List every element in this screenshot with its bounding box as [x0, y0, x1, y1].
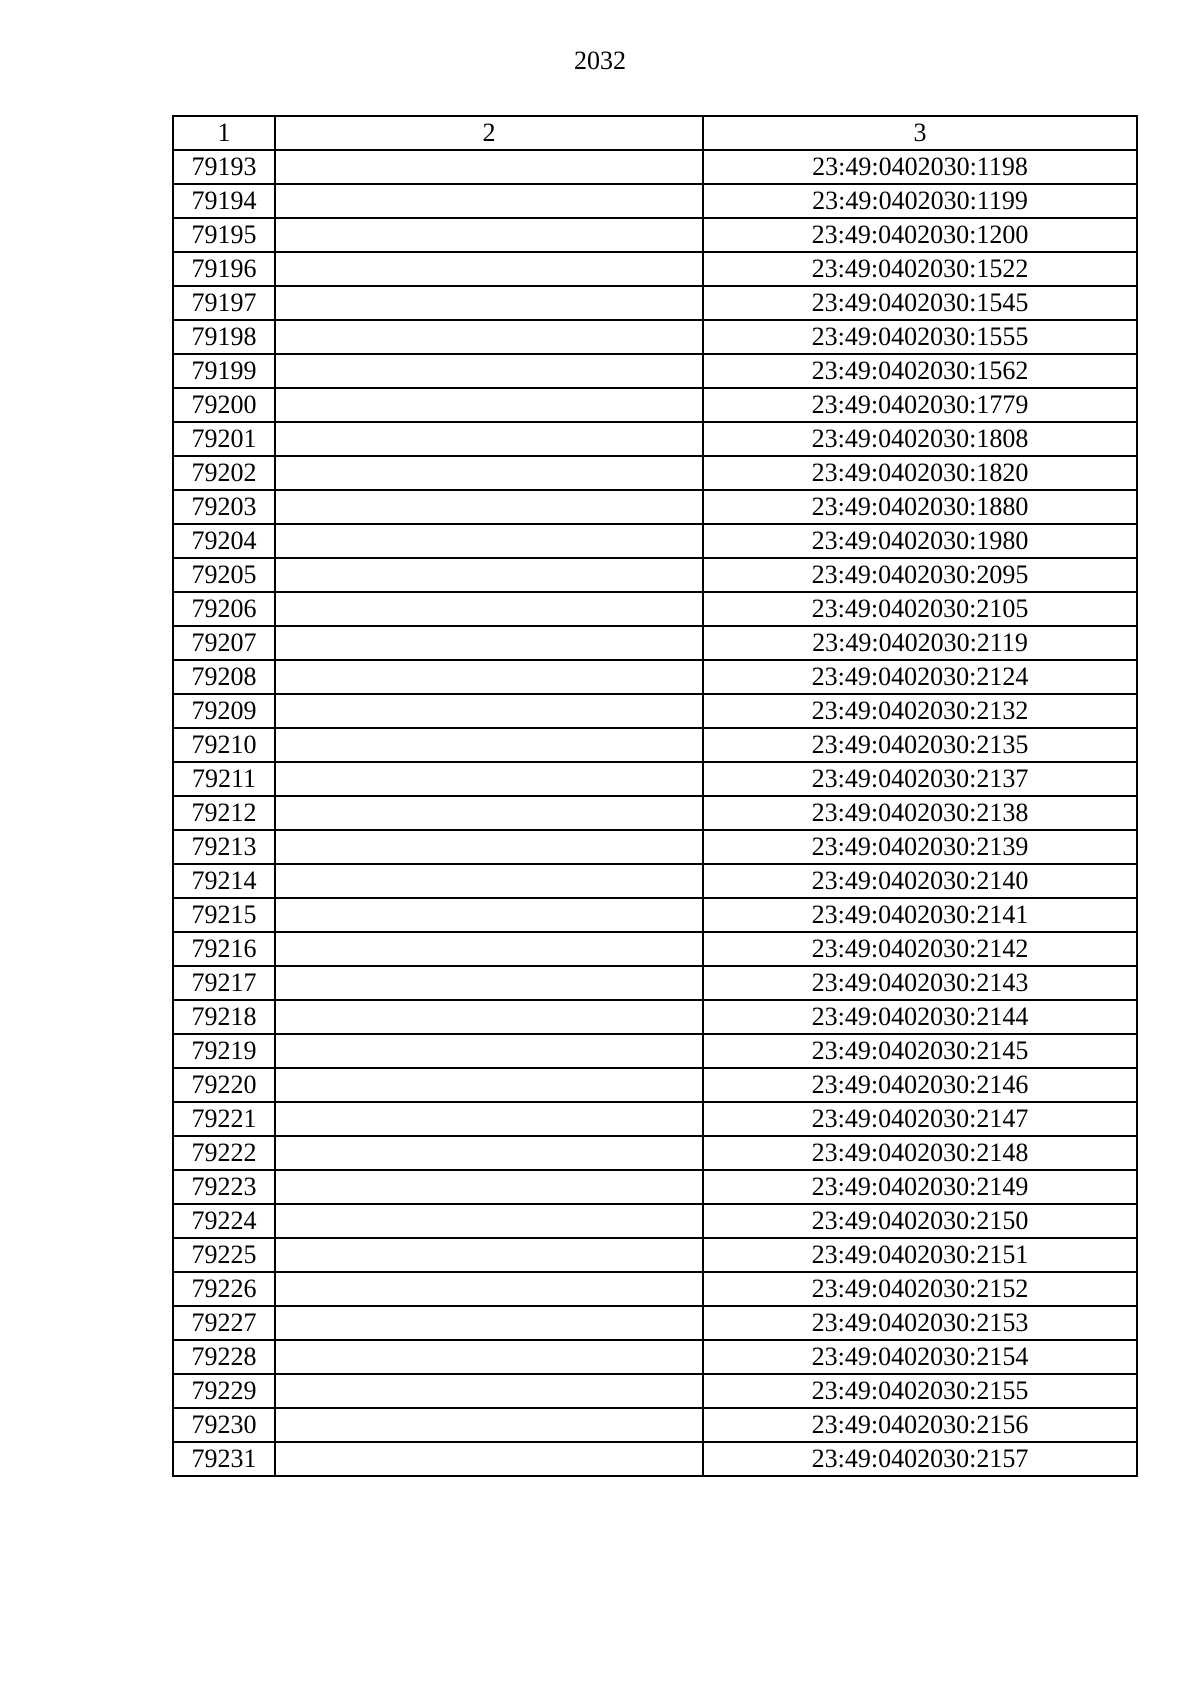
row-number-cell: 79200 [173, 388, 275, 422]
row-name-cell [275, 1000, 703, 1034]
table-row [173, 864, 1137, 898]
table-row [173, 966, 1137, 1000]
cadastral-number-cell: 23:49:0402030:2157 [703, 1442, 1137, 1476]
table-row [173, 524, 1137, 558]
cadastral-number-cell: 23:49:0402030:1200 [703, 218, 1137, 252]
row-name-cell [275, 830, 703, 864]
table-row [173, 1306, 1137, 1340]
table-row [173, 286, 1137, 320]
row-number-cell: 79213 [173, 830, 275, 864]
row-name-cell [275, 524, 703, 558]
row-number-cell: 79222 [173, 1136, 275, 1170]
table-row [173, 694, 1137, 728]
cadastral-number-cell: 23:49:0402030:2156 [703, 1408, 1137, 1442]
row-name-cell [275, 1272, 703, 1306]
row-number-cell: 79221 [173, 1102, 275, 1136]
table-row [173, 1272, 1137, 1306]
table-row [173, 218, 1137, 252]
table-row [173, 1374, 1137, 1408]
row-name-cell [275, 796, 703, 830]
row-number-cell: 79201 [173, 422, 275, 456]
table-row [173, 1340, 1137, 1374]
row-name-cell [275, 388, 703, 422]
row-number-cell: 79212 [173, 796, 275, 830]
cadastral-number-cell: 23:49:0402030:1562 [703, 354, 1137, 388]
row-number-cell: 79198 [173, 320, 275, 354]
row-number-cell: 79208 [173, 660, 275, 694]
table-header [173, 116, 1137, 150]
row-name-cell [275, 694, 703, 728]
cadastral-number-cell: 23:49:0402030:2119 [703, 626, 1137, 660]
row-number-cell: 79218 [173, 1000, 275, 1034]
row-name-cell [275, 898, 703, 932]
row-number-cell: 79194 [173, 184, 275, 218]
table-row [173, 1442, 1137, 1476]
cadastral-number-cell: 23:49:0402030:2095 [703, 558, 1137, 592]
cadastral-number-cell: 23:49:0402030:2152 [703, 1272, 1137, 1306]
cadastral-number-cell: 23:49:0402030:2151 [703, 1238, 1137, 1272]
row-name-cell [275, 354, 703, 388]
table-row [173, 1204, 1137, 1238]
row-name-cell [275, 422, 703, 456]
table-row [173, 1238, 1137, 1272]
table-row [173, 456, 1137, 490]
cadastral-number-cell: 23:49:0402030:2139 [703, 830, 1137, 864]
row-number-cell: 79219 [173, 1034, 275, 1068]
row-name-cell [275, 558, 703, 592]
row-number-cell: 79204 [173, 524, 275, 558]
row-number-cell: 79229 [173, 1374, 275, 1408]
table-row [173, 1408, 1137, 1442]
cadastral-number-cell: 23:49:0402030:2138 [703, 796, 1137, 830]
cadastral-number-cell: 23:49:0402030:2135 [703, 728, 1137, 762]
table-row [173, 796, 1137, 830]
row-name-cell [275, 1442, 703, 1476]
row-number-cell: 79207 [173, 626, 275, 660]
row-name-cell [275, 728, 703, 762]
cadastral-number-cell: 23:49:0402030:2124 [703, 660, 1137, 694]
row-name-cell [275, 1102, 703, 1136]
row-number-cell: 79214 [173, 864, 275, 898]
row-number-cell: 79197 [173, 286, 275, 320]
row-name-cell [275, 1340, 703, 1374]
row-name-cell [275, 660, 703, 694]
row-number-cell: 79226 [173, 1272, 275, 1306]
row-name-cell [275, 1238, 703, 1272]
table-row [173, 830, 1137, 864]
row-number-cell: 79227 [173, 1306, 275, 1340]
row-name-cell [275, 1374, 703, 1408]
cadastral-number-cell: 23:49:0402030:2150 [703, 1204, 1137, 1238]
cadastral-number-cell: 23:49:0402030:2146 [703, 1068, 1137, 1102]
cadastral-number-cell: 23:49:0402030:1779 [703, 388, 1137, 422]
row-name-cell [275, 864, 703, 898]
row-number-cell: 79210 [173, 728, 275, 762]
row-name-cell [275, 1136, 703, 1170]
cadastral-number-cell: 23:49:0402030:2149 [703, 1170, 1137, 1204]
row-number-cell: 79230 [173, 1408, 275, 1442]
table-row [173, 558, 1137, 592]
header-row [173, 116, 1137, 150]
row-name-cell [275, 626, 703, 660]
table-row [173, 320, 1137, 354]
row-name-cell [275, 252, 703, 286]
cadastral-number-cell: 23:49:0402030:1198 [703, 150, 1137, 184]
row-number-cell: 79231 [173, 1442, 275, 1476]
cadastral-number-cell: 23:49:0402030:2137 [703, 762, 1137, 796]
table-row [173, 1000, 1137, 1034]
table-row [173, 762, 1137, 796]
row-number-cell: 79220 [173, 1068, 275, 1102]
cadastral-number-cell: 23:49:0402030:2132 [703, 694, 1137, 728]
row-number-cell: 79202 [173, 456, 275, 490]
row-name-cell [275, 762, 703, 796]
row-name-cell [275, 184, 703, 218]
cadastral-number-cell: 23:49:0402030:1545 [703, 286, 1137, 320]
cadastral-number-cell: 23:49:0402030:1522 [703, 252, 1137, 286]
table-row [173, 1136, 1137, 1170]
cadastral-number-cell: 23:49:0402030:1880 [703, 490, 1137, 524]
cadastral-number-cell: 23:49:0402030:2153 [703, 1306, 1137, 1340]
row-name-cell [275, 1408, 703, 1442]
table-row [173, 1068, 1137, 1102]
table-row [173, 626, 1137, 660]
page-number: 2032 [574, 46, 626, 75]
table-row [173, 1034, 1137, 1068]
row-name-cell [275, 456, 703, 490]
row-name-cell [275, 1068, 703, 1102]
row-name-cell [275, 592, 703, 626]
row-number-cell: 79223 [173, 1170, 275, 1204]
row-number-cell: 79209 [173, 694, 275, 728]
row-number-cell: 79224 [173, 1204, 275, 1238]
row-name-cell [275, 932, 703, 966]
row-name-cell [275, 1204, 703, 1238]
row-number-cell: 79199 [173, 354, 275, 388]
row-number-cell: 79225 [173, 1238, 275, 1272]
cadastral-number-cell: 23:49:0402030:1555 [703, 320, 1137, 354]
cadastral-number-cell: 23:49:0402030:2155 [703, 1374, 1137, 1408]
table-row [173, 932, 1137, 966]
cadastral-number-cell: 23:49:0402030:2147 [703, 1102, 1137, 1136]
table-row [173, 660, 1137, 694]
row-name-cell [275, 1034, 703, 1068]
row-name-cell [275, 320, 703, 354]
cadastral-number-cell: 23:49:0402030:2141 [703, 898, 1137, 932]
cadastral-number-cell: 23:49:0402030:2142 [703, 932, 1137, 966]
table-row [173, 490, 1137, 524]
row-number-cell: 79203 [173, 490, 275, 524]
column-header-3: 3 [703, 116, 1137, 150]
cadastral-number-cell: 23:49:0402030:1199 [703, 184, 1137, 218]
row-name-cell [275, 966, 703, 1000]
table-row [173, 354, 1137, 388]
row-name-cell [275, 286, 703, 320]
table-row [173, 422, 1137, 456]
row-number-cell: 79206 [173, 592, 275, 626]
column-header-1: 1 [173, 116, 275, 150]
cadastral-number-cell: 23:49:0402030:1808 [703, 422, 1137, 456]
data-table [172, 115, 1138, 1477]
row-name-cell [275, 490, 703, 524]
table-row [173, 150, 1137, 184]
cadastral-number-cell: 23:49:0402030:2144 [703, 1000, 1137, 1034]
row-name-cell [275, 218, 703, 252]
cadastral-number-cell: 23:49:0402030:2145 [703, 1034, 1137, 1068]
table-row [173, 728, 1137, 762]
row-number-cell: 79215 [173, 898, 275, 932]
cadastral-number-cell: 23:49:0402030:1980 [703, 524, 1137, 558]
cadastral-number-cell: 23:49:0402030:2140 [703, 864, 1137, 898]
row-number-cell: 79195 [173, 218, 275, 252]
cadastral-number-cell: 23:49:0402030:2154 [703, 1340, 1137, 1374]
row-number-cell: 79228 [173, 1340, 275, 1374]
table-row [173, 898, 1137, 932]
cadastral-number-cell: 23:49:0402030:2105 [703, 592, 1137, 626]
row-number-cell: 79205 [173, 558, 275, 592]
table-body [173, 150, 1137, 1476]
cadastral-number-cell: 23:49:0402030:2143 [703, 966, 1137, 1000]
table-row [173, 184, 1137, 218]
row-number-cell: 79193 [173, 150, 275, 184]
row-name-cell [275, 1306, 703, 1340]
row-name-cell [275, 150, 703, 184]
row-number-cell: 79211 [173, 762, 275, 796]
table-row [173, 388, 1137, 422]
cadastral-number-cell: 23:49:0402030:2148 [703, 1136, 1137, 1170]
cadastral-number-cell: 23:49:0402030:1820 [703, 456, 1137, 490]
column-header-2: 2 [275, 116, 703, 150]
table-row [173, 252, 1137, 286]
table-row [173, 1102, 1137, 1136]
table-row [173, 1170, 1137, 1204]
row-name-cell [275, 1170, 703, 1204]
table-row [173, 592, 1137, 626]
row-number-cell: 79216 [173, 932, 275, 966]
row-number-cell: 79196 [173, 252, 275, 286]
row-number-cell: 79217 [173, 966, 275, 1000]
